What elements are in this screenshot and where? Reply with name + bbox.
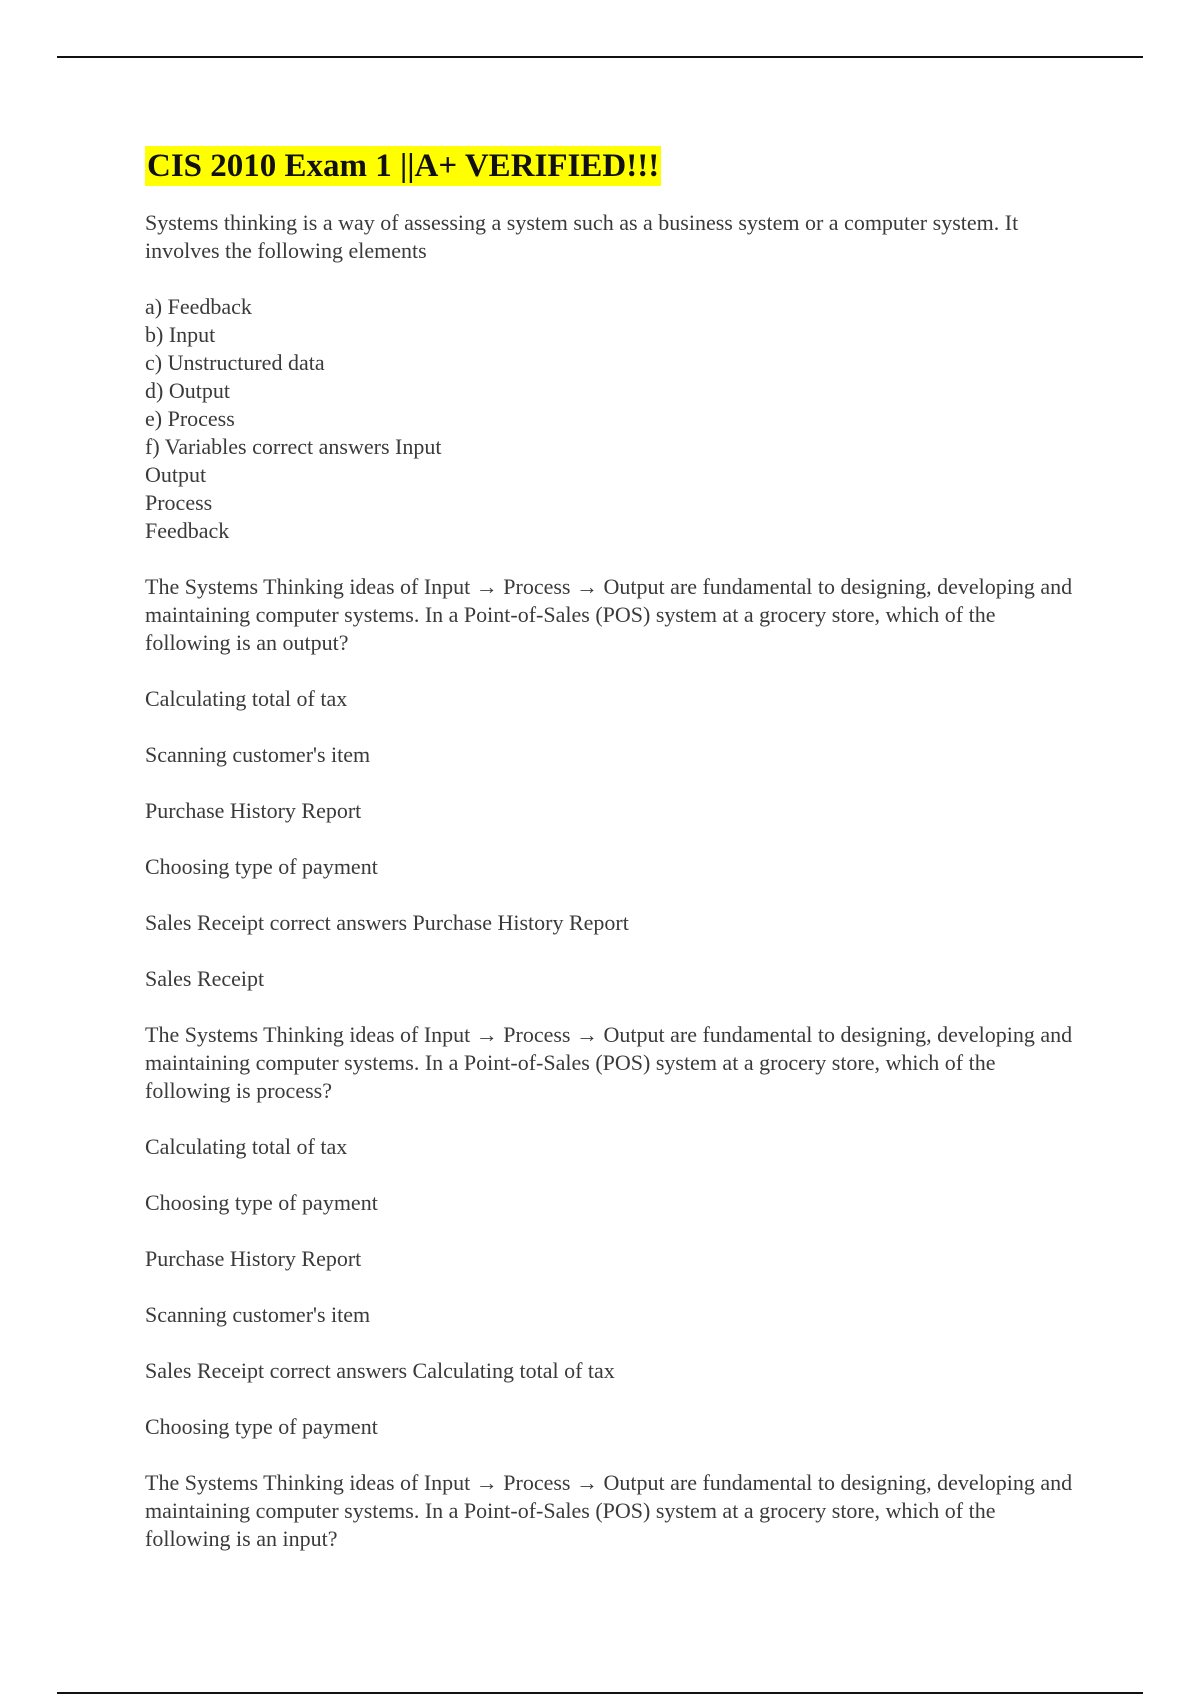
option-line: a) Feedback [145, 294, 252, 319]
option-line: b) Input [145, 322, 216, 347]
question-2-answer: Sales Receipt correct answers Purchase History Report [145, 910, 629, 935]
question-3-option: Calculating total of tax [145, 1134, 348, 1159]
question-2-option: Purchase History Report [145, 798, 362, 823]
document-title: CIS 2010 Exam 1 ||A+ VERIFIED!!! [147, 148, 660, 184]
question-3-answer-extra: Choosing type of payment [145, 1414, 378, 1439]
question-2-option: Scanning customer's item [145, 742, 371, 767]
answer-line: Output [145, 462, 207, 487]
option-line: d) Output [145, 378, 230, 403]
answer-line: Feedback [145, 518, 230, 543]
question-3-answer: Sales Receipt correct answers Calculating total of tax [145, 1358, 615, 1383]
question-3-stem: The Systems Thinking ideas of Input → Process → Output are fundamental to designing, developing and maintaining computer systems. In a Point-of-Sales (POS) system at a grocery store, which of the following is process? [145, 1022, 1073, 1103]
question-2-answer-extra: Sales Receipt [145, 966, 265, 991]
option-line: e) Process [145, 406, 235, 431]
header-rule [57, 56, 1143, 58]
question-3-option: Scanning customer's item [145, 1302, 371, 1327]
question-2-stem: The Systems Thinking ideas of Input → Process → Output are fundamental to designing, developing and maintaining computer systems. In a Point-of-Sales (POS) system at a grocery store, which of the following is an output? [145, 574, 1073, 655]
question-4-stem: The Systems Thinking ideas of Input → Process → Output are fundamental to designing, developing and maintaining computer systems. In a Point-of-Sales (POS) system at a grocery store, which of the following is an input? [145, 1470, 1073, 1551]
option-line: c) Unstructured data [145, 350, 325, 375]
option-line: f) Variables correct answers Input [145, 434, 442, 459]
question-2-option: Calculating total of tax [145, 686, 348, 711]
question-3-option: Choosing type of payment [145, 1190, 378, 1215]
question-2-option: Choosing type of payment [145, 854, 378, 879]
document-body [145, 146, 1075, 1581]
question-1-options [145, 293, 1075, 545]
question-3-option: Purchase History Report [145, 1246, 362, 1271]
footer-rule [57, 1692, 1143, 1694]
answer-line: Process [145, 490, 213, 515]
question-1-stem: Systems thinking is a way of assessing a system such as a business system or a computer system. It involves the following elements [145, 210, 1019, 263]
